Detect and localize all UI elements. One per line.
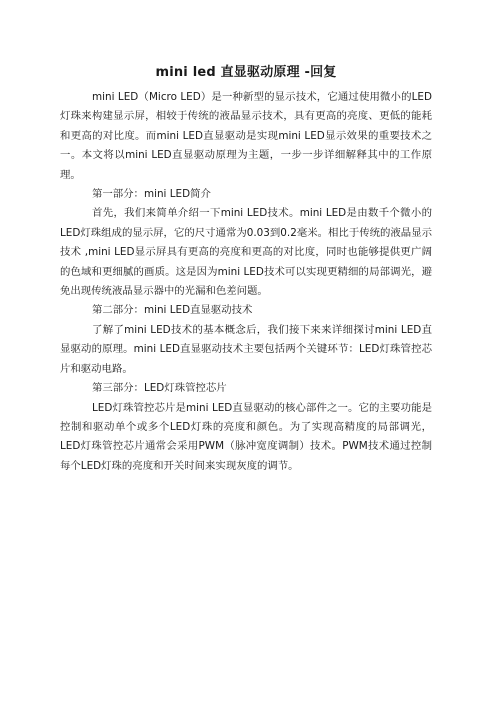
section-heading-3: 第三部分：LED灯珠管控芯片 — [92, 382, 227, 395]
section-heading-2: 第二部分：mini LED直显驱动技术 — [92, 304, 253, 317]
section-2-paragraph: 了解了mini LED技术的基本概念后，我们接下来来详细探讨mini LED直显驱动的原理。mini LED直显驱动技术主要包括两个关键环节：LED灯珠管控芯片和驱动电路。 — [60, 323, 432, 375]
document-page — [60, 64, 432, 476]
section-heading-1: 第一部分：mini LED简介 — [92, 188, 211, 201]
section-1-paragraph: 首先，我们来简单介绍一下mini LED技术。mini LED是由数千个微小的LED灯珠组成的显示屏，它的尺寸通常为0.03到0.2毫米。相比于传统的液晶显示技术 ,mini LED显示屏具有更高的亮度和更高的对比度，同时也能够提供更广阔的色域和更细腻的画质。这是因为mini LED技术可以实现更精细的局部调光，避免出现传统液晶显示器中的光漏和色差问题。 — [60, 207, 432, 298]
document-title: mini led 直显驱动原理 -回复 — [155, 65, 337, 80]
section-3-paragraph: LED灯珠管控芯片是mini LED直显驱动的核心部件之一。它的主要功能是控制和驱动单个或多个LED灯珠的亮度和颜色。为了实现高精度的局部调光，LED灯珠管控芯片通常会采用PWM（脉冲宽度调制）技术。PWM技术通过控制每个LED灯珠的亮度和开关时间来实现灰度的调节。 — [60, 401, 432, 472]
intro-paragraph: mini LED（Micro LED）是一种新型的显示技术，它通过使用微小的LED灯珠来构建显示屏，相较于传统的液晶显示技术，具有更高的亮度、更低的能耗和更高的对比度。而mini LED直显驱动是实现mini LED显示效果的重要技术之一。本文将以mini LED直显驱动原理为主题，一步一步详细解释其中的工作原理。 — [60, 91, 432, 181]
